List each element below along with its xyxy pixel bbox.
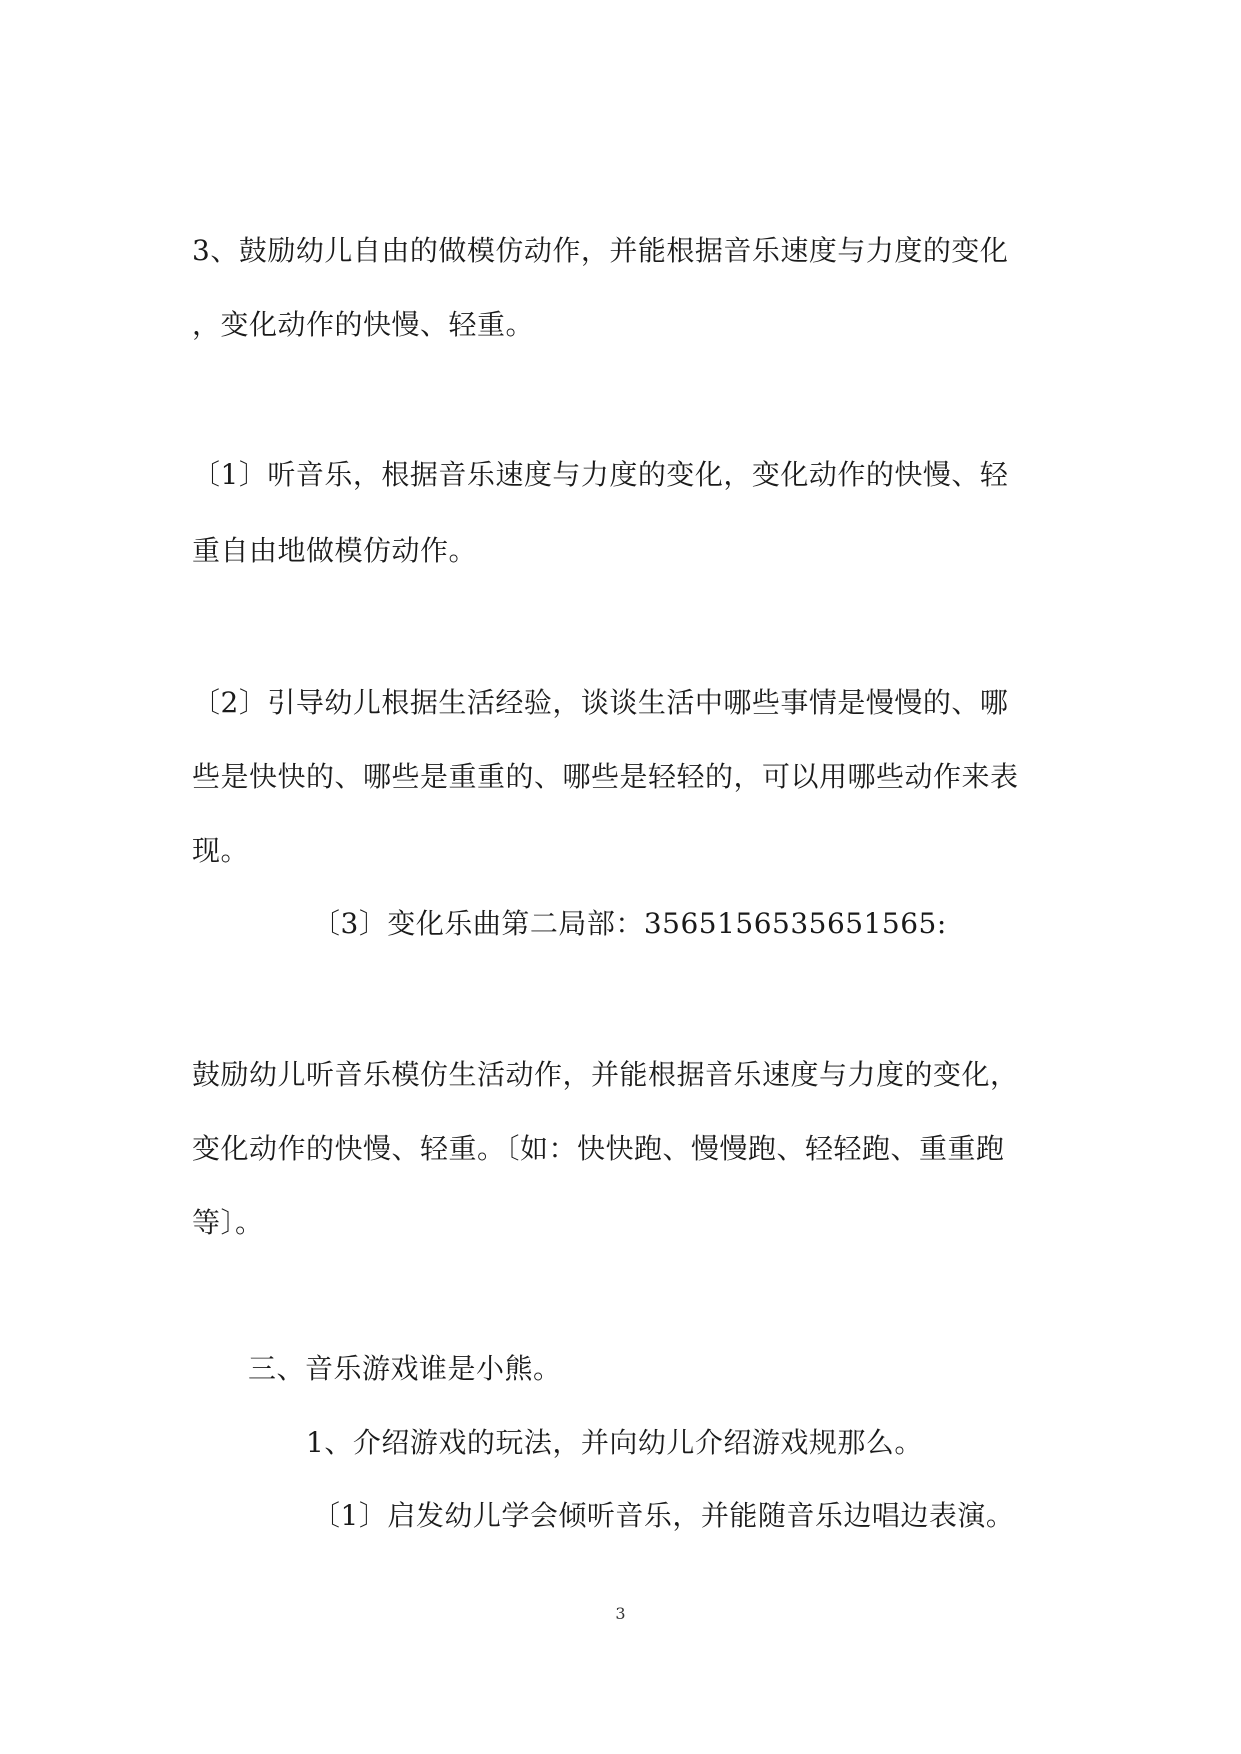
page-number: 3 <box>615 1604 626 1623</box>
paragraph-line: 鼓励幼儿听音乐模仿生活动作，并能根据音乐速度与力度的变化， <box>192 1058 1019 1091</box>
paragraph-line: 〔1〕启发幼儿学会倾听音乐，并能随音乐边唱边表演。 <box>312 1499 1015 1532</box>
paragraph-line: 3、鼓励幼儿自由的做模仿动作，并能根据音乐速度与力度的变化 <box>192 234 1009 267</box>
paragraph-line: 现。 <box>192 834 250 867</box>
paragraph-line: 变化动作的快慢、轻重。〔如：快快跑、慢慢跑、轻轻跑、重重跑 <box>192 1132 1005 1165</box>
paragraph-line: 〔3〕变化乐曲第二局部：3565156535651565: <box>312 907 947 940</box>
paragraph-line: 重自由地做模仿动作。 <box>192 534 478 567</box>
paragraph-line: 〔2〕引导幼儿根据生活经验，谈谈生活中哪些事情是慢慢的、哪 <box>192 686 1009 719</box>
paragraph-line: 1、介绍游戏的玩法，并向幼儿介绍游戏规那么。 <box>306 1426 923 1459</box>
paragraph-line: 〔1〕听音乐，根据音乐速度与力度的变化，变化动作的快慢、轻 <box>192 458 1009 491</box>
section-heading: 三、音乐游戏谁是小熊。 <box>248 1352 562 1385</box>
paragraph-line: 等〕。 <box>192 1206 264 1239</box>
paragraph-line: ，变化动作的快慢、轻重。 <box>192 308 535 341</box>
paragraph-line: 些是快快的、哪些是重重的、哪些是轻轻的，可以用哪些动作来表 <box>192 760 1019 793</box>
